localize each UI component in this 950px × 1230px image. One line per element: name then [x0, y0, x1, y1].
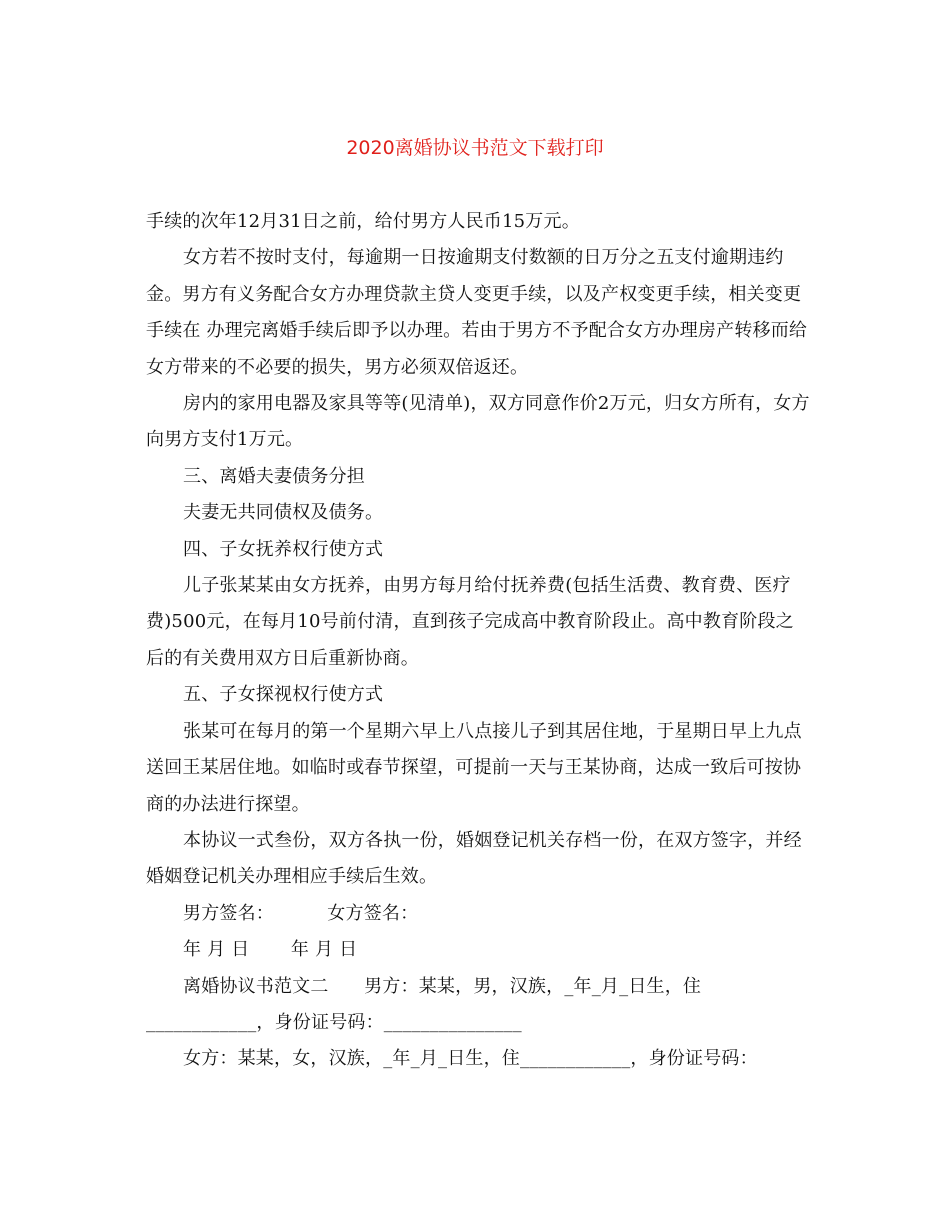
- paragraph-payment-deadline: 手续的次年12月31日之前，给付男方人民币15万元。: [146, 211, 580, 232]
- document-body: [146, 204, 810, 1078]
- section-heading-visitation: 五、子女探视权行使方式: [183, 684, 384, 706]
- paragraph-no-debt: 夫妻无共同债权及债务。: [183, 502, 384, 524]
- paragraph-appliances: 房内的家用电器及家具等等(见清单)，双方同意作价2万元，归女方所有，女方向男方支付1万元。: [146, 393, 810, 451]
- paragraph-child-support: 儿子张某某由女方抚养，由男方每月给付抚养费(包括生活费、教育费、医疗费)500元，在每月10号前付清，直到孩子完成高中教育阶段止。高中教育阶段之后的有关费用双方日后重新协商。: [146, 575, 794, 669]
- paragraph-copies-effective: 本协议一式叁份，双方各执一份，婚姻登记机关存档一份，在双方签字，并经婚姻登记机关办理相应手续后生效。: [146, 829, 802, 888]
- section-heading-custody: 四、子女抚养权行使方式: [183, 538, 384, 560]
- signature-line: 男方签名： 女方签名：: [183, 902, 419, 924]
- paragraph-late-penalty: 女方若不按时支付，每逾期一日按逾期支付数额的日万分之五支付逾期违约金。男方有义务配合女方办理贷款主贷人变更手续，以及产权变更手续，相关变更手续在 办理完离婚手续后即予以办理。若由于男方不予配合女方办理房产转移而给女方带来的不必要的损失，男方必须双倍返还。: [146, 247, 808, 378]
- section-heading-debt: 三、离婚夫妻债务分担: [183, 465, 365, 487]
- date-line: 年 月 日 年 月 日: [183, 939, 358, 961]
- paragraph-template-two-husband: 离婚协议书范文二 男方：某某，男，汉族，_年_月_日生，住____________，身份证号码：_______________: [146, 975, 702, 1033]
- document-title: 2020离婚协议书范文下载打印: [346, 137, 604, 159]
- paragraph-template-two-wife: 女方：某某，女，汉族，_年_月_日生，住____________，身份证号码：: [183, 1048, 758, 1070]
- paragraph-visitation: 张某可在每月的第一个星期六早上八点接儿子到其居住地，于星期日早上九点送回王某居住地。如临时或春节探望，可提前一天与王某协商，达成一致后可按协商的办法进行探望。: [146, 720, 802, 815]
